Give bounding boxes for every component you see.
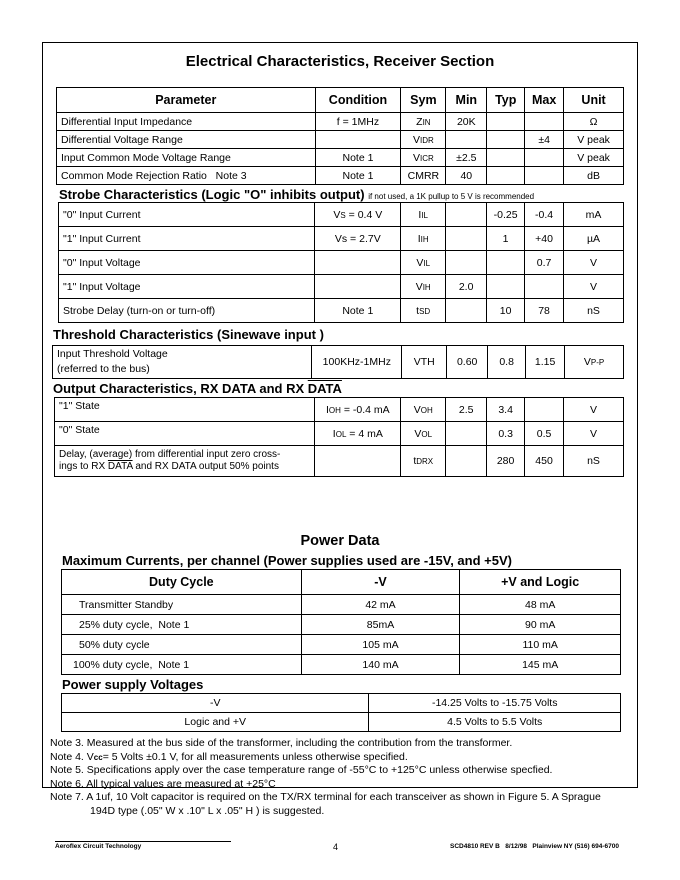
min-cell: ±2.5: [446, 149, 487, 167]
threshold-title: Threshold Characteristics (Sinewave input ): [53, 327, 324, 342]
min-cell: 0.60: [447, 346, 488, 379]
unit-cell: Ω: [564, 113, 624, 131]
note-5: Note 5. Specifications apply over the case temperature range of -55°C to +125°C unless otherwise specfied.: [50, 764, 553, 776]
param-cell: Differential Voltage Range: [57, 131, 316, 149]
receiver-table: [56, 87, 624, 185]
min-cell: [446, 446, 487, 477]
unit-cell: VP-P: [565, 346, 624, 379]
table-row: [62, 615, 621, 635]
cond-cell: Vs = 2.7V: [315, 227, 401, 251]
cond-cell: [315, 131, 401, 149]
supply-value-cell: 4.5 Volts to 5.5 Volts: [369, 713, 621, 732]
table-row: [57, 131, 624, 149]
max-cell: 450: [525, 446, 564, 477]
table-row: [57, 113, 624, 131]
sym-cell: IIH: [401, 227, 446, 251]
pos-cell: 90 mA: [460, 615, 621, 635]
min-cell: [446, 131, 487, 149]
table-row: [55, 398, 624, 422]
sym-cell: tDRX: [401, 446, 446, 477]
col-header: Typ: [487, 88, 525, 113]
threshold-table: [52, 345, 624, 379]
table-row: [57, 167, 624, 185]
max-cell: 1.15: [526, 346, 565, 379]
typ-cell: 280: [487, 446, 525, 477]
max-cell: -0.4: [525, 203, 564, 227]
col-header: Condition: [315, 88, 401, 113]
table-row: [57, 149, 624, 167]
supply-value-cell: -14.25 Volts to -15.75 Volts: [369, 694, 621, 713]
power-title: Power Data: [300, 533, 380, 549]
supply-name-cell: Logic and +V: [62, 713, 369, 732]
param-cell: Differential Input Impedance: [57, 113, 316, 131]
unit-cell: V peak: [564, 131, 624, 149]
max-cell: [525, 149, 564, 167]
min-cell: 40: [446, 167, 487, 185]
pos-cell: 48 mA: [460, 595, 621, 615]
param-cell: "1" Input Current: [59, 227, 315, 251]
typ-cell: 10: [487, 299, 525, 323]
output-table: [54, 397, 624, 477]
min-cell: [446, 251, 487, 275]
supply-table: [61, 693, 621, 732]
table-row: [55, 446, 624, 477]
col-header: Sym: [401, 88, 446, 113]
max-cell: +40: [525, 227, 564, 251]
typ-cell: [487, 275, 525, 299]
footer-company: Aeroflex Circuit Technology: [55, 843, 142, 850]
typ-cell: [487, 167, 525, 185]
param-cell: Input Common Mode Voltage Range: [57, 149, 316, 167]
cond-cell: IOH = -0.4 mA: [315, 398, 401, 422]
max-cell: 0.7: [525, 251, 564, 275]
unit-cell: mA: [564, 203, 624, 227]
receiver-title: Electrical Characteristics, Receiver Section: [185, 53, 495, 70]
col-header: -V: [301, 570, 460, 595]
notes-block: [50, 737, 601, 818]
sym-cell: VIDR: [401, 131, 446, 149]
supply-title: Power supply Voltages: [62, 677, 204, 692]
min-cell: [446, 422, 487, 446]
footer-rule: [55, 841, 231, 842]
min-cell: [446, 203, 487, 227]
pos-cell: 145 mA: [460, 655, 621, 675]
param-cell: Input Threshold Voltage (referred to the bus): [53, 346, 312, 379]
cond-cell: [315, 446, 401, 477]
max-cell: [525, 275, 564, 299]
param-cell: "1" State: [55, 398, 315, 422]
sym-cell: ZIN: [401, 113, 446, 131]
note-3: Note 3. Measured at the bus side of the transformer, including the contribution from the transformer.: [50, 737, 513, 749]
table-row: [62, 694, 621, 713]
cond-cell: f = 1MHz: [315, 113, 401, 131]
cond-cell: [315, 275, 401, 299]
strobe-note: if not used, a 1K pullup to 5 V is recommended: [368, 192, 535, 201]
table-row: [62, 655, 621, 675]
strobe-title: Strobe Characteristics (Logic "O" inhibits output) if not used, a 1K pullup to 5 V is recommended: [59, 187, 535, 202]
col-header: Duty Cycle: [62, 570, 302, 595]
typ-cell: -0.25: [487, 203, 525, 227]
note-4: Note 4. Vcc= 5 Volts ±0.1 V, for all measurements unless otherwise specified.: [50, 750, 408, 763]
cond-cell: Note 1: [315, 167, 401, 185]
max-currents-title: Maximum Currents, per channel (Power supplies used are -15V, and +5V): [62, 553, 512, 568]
table-row: [62, 713, 621, 732]
unit-cell: µA: [564, 227, 624, 251]
unit-cell: nS: [564, 446, 624, 477]
sym-cell: CMRR: [401, 167, 446, 185]
unit-cell: V: [564, 398, 624, 422]
sym-cell: IIL: [401, 203, 446, 227]
typ-cell: 1: [487, 227, 525, 251]
typ-cell: [487, 131, 525, 149]
sym-cell: VICR: [401, 149, 446, 167]
page-number: 4: [333, 842, 339, 852]
table-row: [59, 203, 624, 227]
cond-cell: IOL = 4 mA: [315, 422, 401, 446]
typ-cell: 3.4: [487, 398, 525, 422]
table-row: [59, 227, 624, 251]
note-6: Note 6. All typical values are measured at +25°C: [50, 777, 276, 790]
cond-cell: Note 1: [315, 299, 401, 323]
cond-cell: [315, 251, 401, 275]
col-header: Min: [446, 88, 487, 113]
neg-cell: 85mA: [301, 615, 460, 635]
unit-cell: V: [564, 251, 624, 275]
typ-cell: 0.3: [487, 422, 525, 446]
max-cell: 78: [525, 299, 564, 323]
col-header: +V and Logic: [460, 570, 621, 595]
cond-cell: 100KHz-1MHz: [312, 346, 402, 379]
footer-right: SCD4810 REV B 8/12/98 Plainview NY (516) 694-6700: [450, 843, 619, 850]
neg-cell: 140 mA: [301, 655, 460, 675]
param-cell: Strobe Delay (turn-on or turn-off): [59, 299, 315, 323]
unit-cell: V peak: [564, 149, 624, 167]
max-cell: [525, 167, 564, 185]
min-cell: 20K: [446, 113, 487, 131]
param-cell: "0" Input Voltage: [59, 251, 315, 275]
sym-cell: VIL: [401, 251, 446, 275]
unit-cell: nS: [564, 299, 624, 323]
max-cell: ±4: [525, 131, 564, 149]
table-row: [59, 275, 624, 299]
col-header: Max: [525, 88, 564, 113]
cycle-cell: 50% duty cycle: [62, 635, 302, 655]
strobe-table: [58, 202, 624, 323]
col-header: Parameter: [57, 88, 316, 113]
param-cell: Common Mode Rejection Ratio Note 3: [57, 167, 316, 185]
sym-cell: VOH: [401, 398, 446, 422]
table-row: [59, 251, 624, 275]
typ-cell: [487, 113, 525, 131]
unit-cell: V: [564, 275, 624, 299]
param-cell: "1" Input Voltage: [59, 275, 315, 299]
typ-cell: [487, 149, 525, 167]
neg-cell: 105 mA: [301, 635, 460, 655]
cycle-cell: Transmitter Standby: [62, 595, 302, 615]
note-7-continued: 194D type (.05" W x .10" L x .05" H ) is suggested.: [90, 804, 325, 817]
param-cell: "0" State: [55, 422, 315, 446]
output-title: Output Characteristics, RX DATA and RX DATA: [53, 381, 342, 396]
max-cell: 0.5: [525, 422, 564, 446]
sym-cell: tSD: [401, 299, 446, 323]
max-cell: [525, 113, 564, 131]
table-row: [62, 595, 621, 615]
typ-cell: 0.8: [488, 346, 526, 379]
supply-name-cell: -V: [62, 694, 369, 713]
min-cell: 2.0: [446, 275, 487, 299]
sym-cell: VOL: [401, 422, 446, 446]
cycle-cell: 100% duty cycle, Note 1: [62, 655, 302, 675]
table-row: [62, 635, 621, 655]
param-cell: Delay, (average) from differential input zero cross- ings to RX DATA and RX DATA output 50% points: [55, 446, 315, 477]
power-table: [61, 569, 621, 675]
unit-cell: V: [564, 422, 624, 446]
unit-cell: dB: [564, 167, 624, 185]
param-cell: "0" Input Current: [59, 203, 315, 227]
min-cell: [446, 299, 487, 323]
min-cell: 2.5: [446, 398, 487, 422]
note-7: Note 7. A 1uf, 10 Volt capacitor is required on the TX/RX terminal for each transceiver as shown in Figure 5. A Sprague: [50, 791, 601, 803]
pos-cell: 110 mA: [460, 635, 621, 655]
cond-cell: Note 1: [315, 149, 401, 167]
cycle-cell: 25% duty cycle, Note 1: [62, 615, 302, 635]
sym-cell: VTH: [402, 346, 447, 379]
cond-cell: VS = 0.4 V: [315, 203, 401, 227]
table-row: [55, 422, 624, 446]
min-cell: [446, 227, 487, 251]
table-row: [59, 299, 624, 323]
table-row: [53, 346, 624, 379]
max-cell: [525, 398, 564, 422]
col-header: Unit: [564, 88, 624, 113]
sym-cell: VIH: [401, 275, 446, 299]
neg-cell: 42 mA: [301, 595, 460, 615]
typ-cell: [487, 251, 525, 275]
